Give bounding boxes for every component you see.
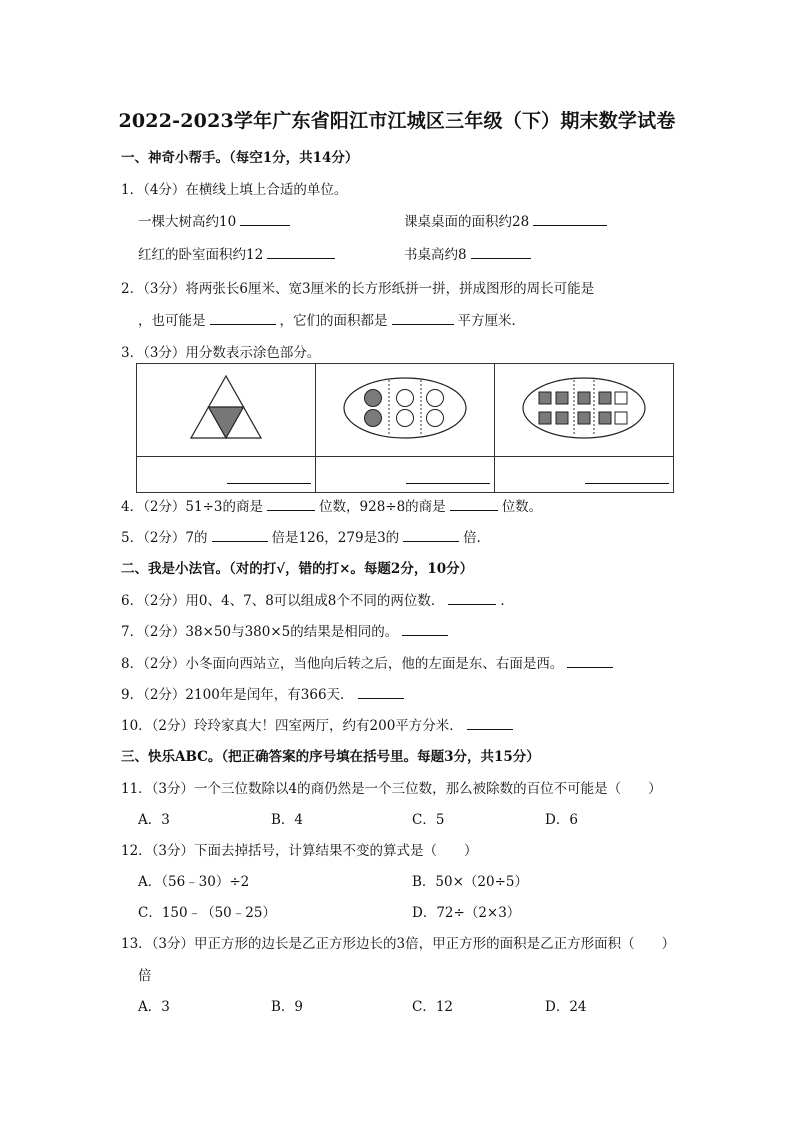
answer-blank[interactable] (450, 498, 498, 511)
section-2-heading: 二、我是小法官。（对的打√，错的打×。每题2分，10分） (121, 561, 474, 577)
q1-item-a-text: 一棵大树高约10 (138, 214, 237, 230)
squares-figure (495, 364, 673, 452)
answer-blank[interactable] (267, 246, 335, 259)
answer-blank[interactable] (392, 312, 454, 325)
question-13-stem-cont: 倍 (138, 968, 152, 984)
answer-cell-2[interactable] (316, 457, 495, 493)
q2-part3: 平方厘米． (457, 313, 525, 329)
answer-blank[interactable] (212, 529, 268, 542)
question-8 (121, 652, 617, 672)
q1-item-a (138, 210, 294, 230)
answer-cell-1[interactable] (137, 457, 316, 493)
q2-part2: ，它们的面积都是 (279, 313, 388, 329)
question-5 (121, 526, 490, 546)
answer-blank[interactable] (448, 592, 496, 605)
answer-blank[interactable] (240, 213, 290, 226)
q11-option-d[interactable]: D．6 (545, 812, 578, 828)
answer-cell-3[interactable] (495, 457, 674, 493)
question-6 (121, 589, 514, 609)
q9-text: 9．（2分）2100年是闰年，有366天． (121, 687, 354, 703)
exam-title: 2022-2023学年广东省阳江市江城区三年级（下）期末数学试卷 (118, 110, 676, 132)
q12-option-c[interactable]: C．150﹣（50﹣25） (138, 905, 276, 921)
question-2-line2 (138, 309, 525, 329)
triangle-figure-cell (137, 364, 316, 457)
q12-option-a[interactable]: A．（56﹣30）÷2 (138, 874, 250, 890)
answer-blank[interactable] (403, 529, 459, 542)
q1-item-d-text: 书桌高约8 (404, 247, 467, 263)
question-1-stem: 1．（4分）在横线上填上合适的单位。 (121, 182, 348, 198)
q1-item-b (404, 210, 611, 230)
q12-option-d[interactable]: D．72÷（2×3） (412, 905, 521, 921)
q11-option-b[interactable]: B．4 (271, 812, 304, 828)
q6-end: ． (500, 593, 514, 609)
q6-text: 6．（2分）用0、4、7、8可以组成8个不同的两位数． (121, 593, 445, 609)
q5-p1: 5．（2分）7的 (121, 530, 208, 546)
q1-item-b-text: 课桌桌面的面积约28 (404, 214, 530, 230)
question-13-stem: 13．（3分）甲正方形的边长是乙正方形边长的3倍，甲正方形的面积是乙正方形面积（ ） (121, 936, 676, 952)
circles-figure-cell (316, 364, 495, 457)
answer-blank[interactable] (210, 312, 276, 325)
answer-blank[interactable] (585, 483, 669, 484)
q1-item-c-text: 红红的卧室面积约12 (138, 247, 264, 263)
q13-option-d[interactable]: D．24 (545, 999, 587, 1015)
question-2-line1: 2．（3分）将两张长6厘米、宽3厘米的长方形纸拼一拼，拼成图形的周长可能是 (121, 281, 595, 297)
answer-blank[interactable] (358, 686, 404, 699)
q7-text: 7．（2分）38×50与380×5的结果是相同的。 (121, 624, 399, 640)
question-7 (121, 620, 452, 640)
answer-blank[interactable] (227, 483, 311, 484)
question-9 (121, 683, 408, 703)
q10-text: 10．（2分）玲玲家真大！四室两厅，约有200平方分米． (121, 718, 463, 734)
section-3-heading: 三、快乐ABC。（把正确答案的序号填在括号里。每题3分，共15分） (121, 749, 540, 765)
triangle-figure (137, 364, 315, 452)
answer-blank[interactable] (533, 213, 607, 226)
q13-option-a[interactable]: A．3 (138, 999, 170, 1015)
q11-option-c[interactable]: C．5 (412, 812, 445, 828)
q1-item-c (138, 243, 339, 263)
q13-option-c[interactable]: C．12 (412, 999, 454, 1015)
q2-part1: ，也可能是 (138, 313, 206, 329)
question-12-stem: 12．（3分）下面去掉括号，计算结果不变的算式是（ ） (121, 843, 478, 859)
squares-figure-cell (495, 364, 674, 457)
q12-option-b[interactable]: B．50×（20÷5） (412, 874, 528, 890)
q8-text: 8．（2分）小冬面向西站立，当他向后转之后，他的左面是东、右面是西。 (121, 656, 564, 672)
answer-blank[interactable] (567, 655, 613, 668)
q4-p3: 位数。 (501, 499, 543, 515)
answer-blank[interactable] (406, 483, 490, 484)
q5-p3: 倍． (463, 530, 491, 546)
answer-blank[interactable] (267, 498, 315, 511)
fraction-figure-table (136, 363, 674, 493)
answer-blank[interactable] (402, 623, 448, 636)
q4-p2: 位数，928÷8的商是 (319, 499, 446, 515)
question-11-stem: 11．（3分）一个三位数除以4的商仍然是一个三位数，那么被除数的百位不可能是（ ） (121, 781, 662, 797)
q11-option-a[interactable]: A．3 (138, 812, 170, 828)
q1-item-d (404, 243, 535, 263)
question-3-stem: 3．（3分）用分数表示涂色部分。 (121, 345, 321, 361)
section-1-heading: 一、神奇小帮手。（每空1分，共14分） (121, 150, 359, 166)
q4-p1: 4．（2分）51÷3的商是 (121, 499, 264, 515)
question-10 (121, 714, 517, 734)
q13-option-b[interactable]: B．9 (271, 999, 304, 1015)
question-4 (121, 495, 542, 515)
answer-blank[interactable] (467, 717, 513, 730)
circles-figure (316, 364, 494, 452)
answer-blank[interactable] (471, 246, 531, 259)
q5-p2: 倍是126，279是3的 (271, 530, 400, 546)
